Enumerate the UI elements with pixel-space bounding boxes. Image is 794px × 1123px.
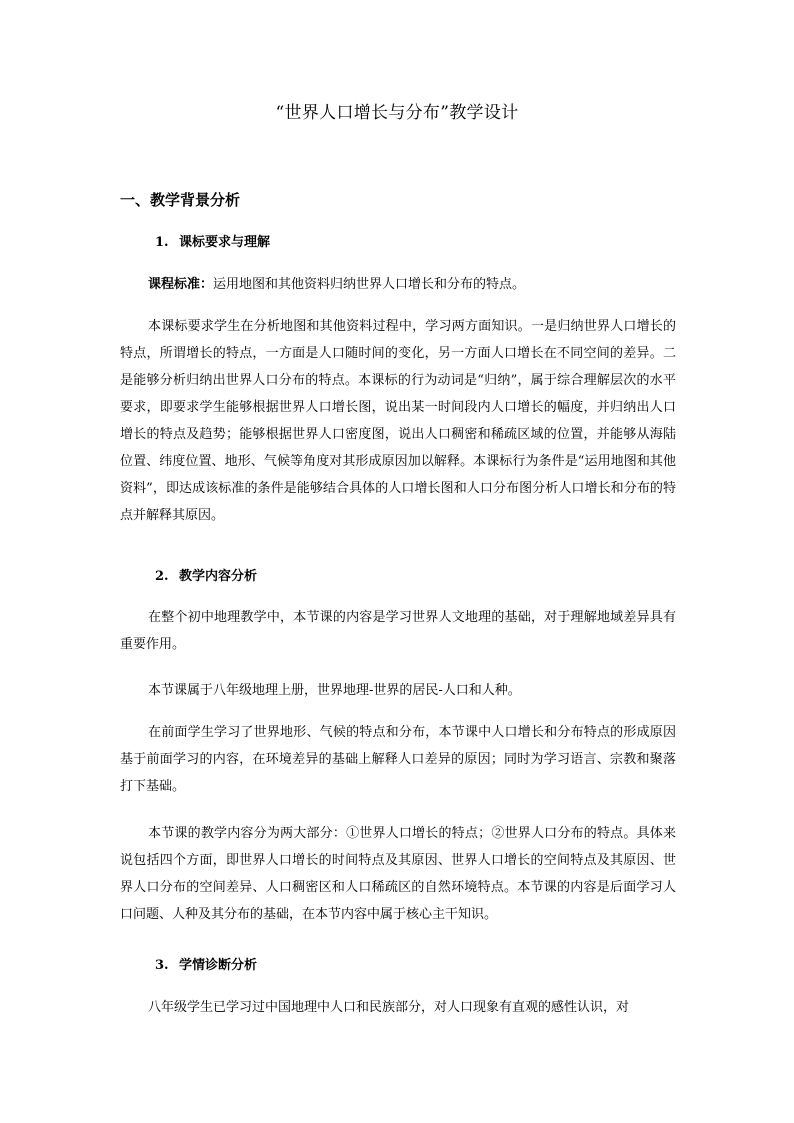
subsection-number: 3. [155, 958, 169, 973]
subsection-heading-learners [155, 955, 257, 977]
subsection-heading-curriculum [155, 232, 270, 254]
subsection-number: 1. [155, 235, 169, 250]
subsection-label: 教学内容分析 [179, 569, 258, 584]
section-heading-background: 一、教学背景分析 [120, 191, 241, 209]
content-paragraph-1: 在整个初中地理教学中，本节课的内容是学习世界人文地理的基础，对于理解地域差异具有重要作用。 [120, 610, 676, 652]
learner-analysis-paragraph: 八年级学生已学习过中国地理中人口和民族部分，对人口现象有直观的感性认识，对 [148, 1000, 630, 1015]
curriculum-analysis-paragraph: 本课标要求学生在分析地图和其他资料过程中，学习两方面知识。一是归纳世界人口增长的特点，所谓增长的特点，一方面是人口随时间的变化，另一方面人口增长在不同空间的差异。二是能够分析归纳出世界人口分布的特点。本课标的行为动词是“归纳”，属于综合理解层次的水平要求，即要求学生能够根据世界人口增长图，说出某一时间段内人口增长的幅度，并归纳出人口增长的特点及趋势；能够根据世界人口密度图，说出人口稠密和稀疏区域的位置，并能够从海陆位置、纬度位置、地形、气候等角度对其形成原因加以解释。本课标行为条件是“运用地图和其他资料”，即达成该标准的条件是能够结合具体的人口增长图和人口分布图分析人口增长和分布的特点并解释其原因。 [120, 319, 676, 523]
document-title: “世界人口增长与分布”教学设计 [275, 103, 519, 123]
curriculum-standard-paragraph [120, 271, 676, 298]
standard-text: 运用地图和其他资料归纳世界人口增长和分布的特点。 [213, 277, 526, 292]
subsection-heading-content [155, 566, 257, 588]
content-paragraph-3: 在前面学生学习了世界地形、气候的特点和分布，本节课中人口增长和分布特点的形成原因基于前面学习的内容，在环境差异的基础上解释人口差异的原因；同时为学习语言、宗教和聚落打下基础。 [120, 725, 676, 794]
subsection-label: 课标要求与理解 [179, 235, 271, 250]
subsection-number: 2. [155, 569, 169, 584]
content-paragraph-4: 本节课的教学内容分为两大部分：①世界人口增长的特点；②世界人口分布的特点。具体来说包括四个方面，即世界人口增长的时间特点及其原因、世界人口增长的空间特点及其原因、世界人口分布的空间差异、人口稠密区和人口稀疏区的自然环境特点。本节课的内容是后面学习人口问题、人种及其分布的基础，在本节内容中属于核心主干知识。 [120, 826, 676, 922]
standard-label: 课程标准： [148, 277, 214, 292]
subsection-label: 学情诊断分析 [179, 958, 258, 973]
content-paragraph-2: 本节课属于八年级地理上册，世界地理-世界的居民-人口和人种。 [148, 683, 521, 698]
